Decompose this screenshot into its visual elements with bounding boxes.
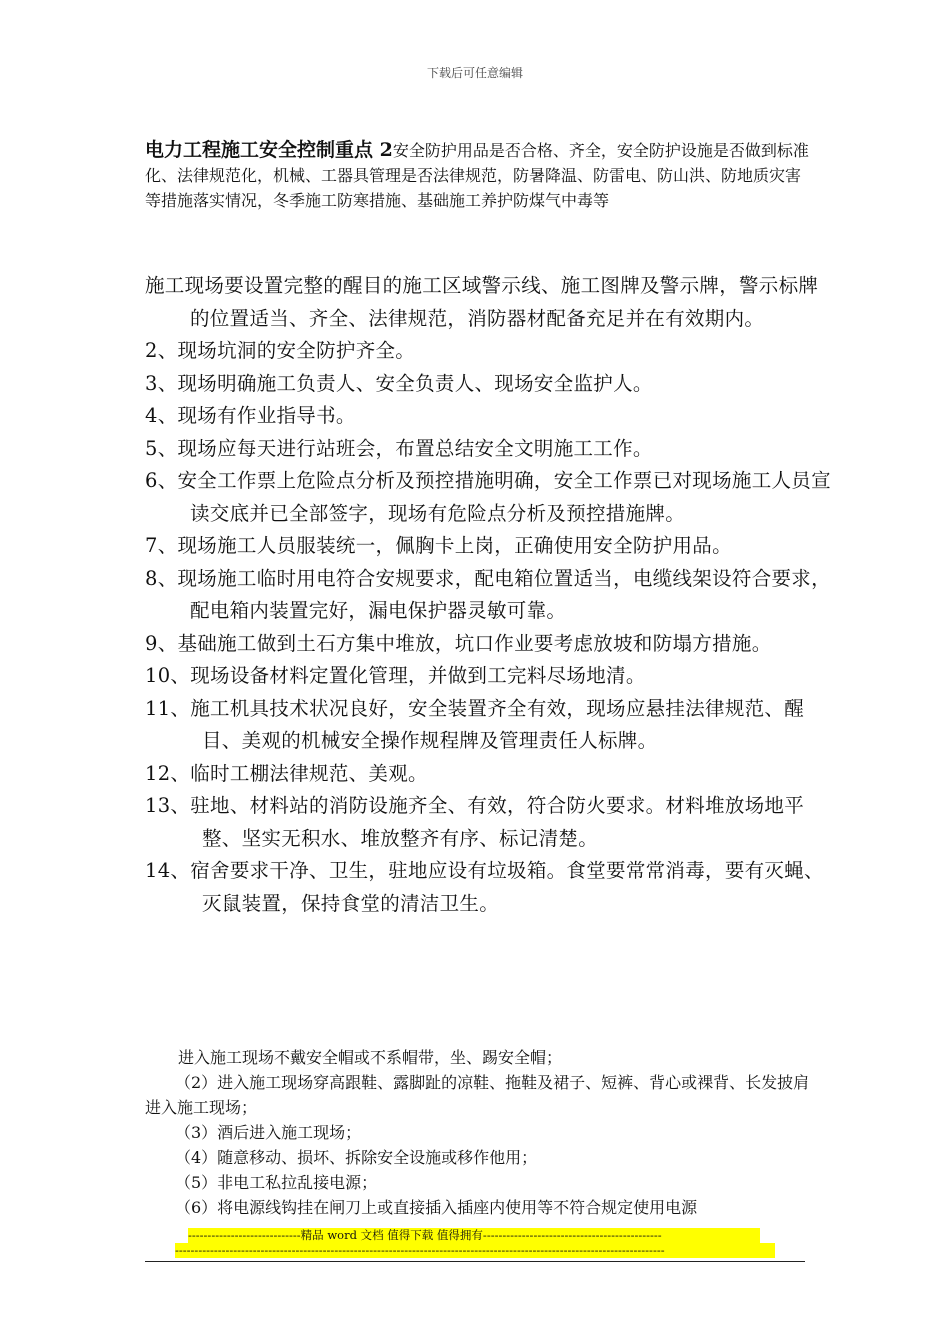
- list-item: 3、现场明确施工负责人、安全负责人、现场安全监护人。: [145, 371, 653, 395]
- violation-item: 进入施工现场不戴安全帽或不系帽带，坐、踢安全帽；: [178, 1048, 563, 1067]
- intro-body: 安全防护用品是否合格、齐全，安全防护设施是否做到标准化、法律规范化，机械、工器具管理是否法律规范，防暑降温、防雷电、防山洪、防地质灾害等措施落实情况，冬季施工防寒措施、基础施工养护防煤气中毒等: [145, 141, 809, 210]
- footer-line: -----------------------------精品 word 文档 值得下载 值得拥有----------------------------------------------: [188, 1228, 760, 1243]
- list-item: 12、临时工棚法律规范、美观。: [145, 761, 428, 785]
- violations-list: [145, 1045, 810, 1220]
- violation-item: （2）进入施工现场穿高跟鞋、露脚趾的凉鞋、拖鞋及裙子、短裤、背心或裸背、长发披肩进入施工现场；: [145, 1073, 810, 1117]
- violation-item: （4）随意移动、损坏、拆除安全设施或移作他用；: [175, 1148, 538, 1167]
- requirements-list: [145, 270, 835, 920]
- list-item: 5、现场应每天进行站班会，布置总结安全文明施工工作。: [145, 436, 653, 460]
- list-item: 4、现场有作业指导书。: [145, 404, 356, 427]
- list-item: 6、安全工作票上危险点分析及预控措施明确，安全工作票已对现场施工人员宣读交底并已全部签字，现场有危险点分析及预控措施牌。: [145, 469, 831, 525]
- list-item: 施工现场要设置完整的醒目的施工区域警示线、施工图牌及警示牌，警示标牌的位置适当、齐全、法律规范，消防器材配备充足并在有效期内。: [145, 274, 819, 330]
- list-item: 2、现场坑洞的安全防护齐全。: [145, 339, 416, 362]
- violation-item: （3）酒后进入施工现场；: [175, 1123, 362, 1142]
- list-item: 11、施工机具技术状况良好，安全装置齐全有效，现场应悬挂法律规范、醒目、美观的机械安全操作规程牌及管理责任人标牌。: [145, 696, 805, 752]
- intro-paragraph: [145, 138, 810, 213]
- footer-line: ------------------------------------------------------------------------------------------------------------------------------: [175, 1243, 775, 1258]
- list-item: 9、基础施工做到土石方集中堆放，坑口作业要考虑放坡和防塌方措施。: [145, 631, 772, 655]
- violation-item: （6）将电源线钩挂在闸刀上或直接插入插座内使用等不符合规定使用电源: [175, 1198, 698, 1217]
- list-item: 8、现场施工临时用电符合安规要求，配电箱位置适当，电缆线架设符合要求，配电箱内装置完好，漏电保护器灵敏可靠。: [145, 566, 831, 622]
- list-item: 13、驻地、材料站的消防设施齐全、有效，符合防火要求。材料堆放场地平整、坚实无积水、堆放整齐有序、标记清楚。: [145, 794, 805, 850]
- page-header: 下载后可任意编辑: [426, 66, 523, 80]
- list-item: 14、宿舍要求干净、卫生，驻地应设有垃圾箱。食堂要常常消毒，要有灭蝇、灭鼠装置，保持食堂的清洁卫生。: [145, 859, 824, 915]
- list-item: 10、现场设备材料定置化管理，并做到工完料尽场地清。: [145, 664, 646, 687]
- bottom-rule: [145, 1261, 805, 1262]
- list-item: 7、现场施工人员服装统一，佩胸卡上岗，正确使用安全防护用品。: [145, 534, 732, 557]
- violation-item: （5）非电工私拉乱接电源；: [175, 1173, 378, 1192]
- footer-banner: [175, 1228, 775, 1258]
- document-title: 电力工程施工安全控制重点 2: [145, 139, 393, 161]
